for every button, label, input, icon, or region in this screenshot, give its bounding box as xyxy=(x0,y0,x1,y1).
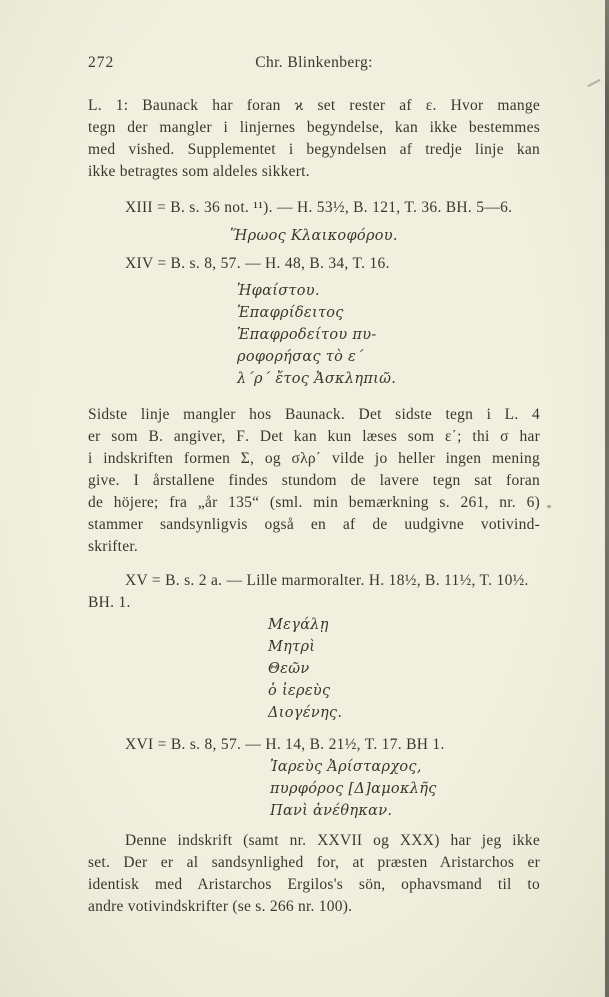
greek-inscription-line: Ἰαρεὺς Ἀρίσταρχος, xyxy=(270,759,422,775)
paragraph-line: skrifter. xyxy=(88,538,139,555)
greek-inscription-line: Διογένης. xyxy=(268,705,343,721)
page-content xyxy=(88,52,540,918)
page-number: 272 xyxy=(88,54,115,71)
paragraph-line: give. I årstallene findes stundom de lavere tegn sat foran xyxy=(88,472,540,489)
greek-inscription-line: Ἐπαφροδείτου πυ- xyxy=(237,327,377,343)
paragraph-line: med vished. Supplementet i begyndelsen af tredje linje kan xyxy=(88,141,540,158)
greek-inscription-line: ροφορήσας τὸ ε΄ xyxy=(237,349,364,365)
greek-inscription-line: Μεγάλῃ xyxy=(268,617,329,633)
greek-inscription-line: Ἥρωος Κλαικοφόρου. xyxy=(230,228,398,244)
greek-inscription-line: Θεῶν xyxy=(268,661,310,677)
greek-inscription-line: Μητρὶ xyxy=(268,639,316,655)
entry-xv-heading-line1: XV = B. s. 2 a. — Lille marmoralter. H. 18½, B. 11½, T. 10½. xyxy=(125,572,529,589)
paragraph-1 xyxy=(88,95,540,183)
paragraph-line: tegn der mangler i linjernes begyndelse, kan ikke bestemmes xyxy=(88,119,540,136)
paragraph-line: de höjere; fra „år 135“ (sml. min bemærkning s. 261, nr. 6) xyxy=(88,494,540,511)
paragraph-2 xyxy=(88,404,540,558)
greek-inscription-line: πυρφόρος [Δ]αμοκλῆς xyxy=(270,781,437,797)
paragraph-line: ikke betragtes som aldeles sikkert. xyxy=(88,163,310,180)
paragraph-line: Sidste linje mangler hos Baunack. Det sidste tegn i L. 4 xyxy=(88,406,540,423)
paragraph-line: andre votivindskrifter (se s. 266 nr. 100). xyxy=(88,898,353,915)
entry-xiv-heading: XIV = B. s. 8, 57. — H. 48, B. 34, T. 16. xyxy=(125,255,390,272)
scan-corner-mark xyxy=(587,79,600,87)
paragraph-line: er som B. angiver, Ϝ. Det kan kun læses som ε΄; thi σ har xyxy=(88,428,540,445)
entry-xv-heading xyxy=(88,570,540,614)
entry-xv-heading-line2: BH. 1. xyxy=(88,594,131,611)
greek-inscription-xvi xyxy=(270,756,540,822)
paragraph-line: i indskriften formen Σ, og σλρ΄ vilde jo heller ingen mening xyxy=(88,450,540,467)
greek-inscription-xiv xyxy=(237,280,540,390)
entry-xiii-heading: XIII = B. s. 36 not. ¹¹). — H. 53½, B. 121, T. 36. BH. 5—6. xyxy=(125,199,513,216)
paragraph-line: L. 1: Baunack har foran ϰ set rester af ε. Hvor mange xyxy=(88,97,540,114)
paragraph-3 xyxy=(88,830,540,918)
paragraph-line: stammer sandsynligvis også en af de uudgivne votivind- xyxy=(88,516,540,533)
greek-inscription-xv xyxy=(268,614,540,724)
greek-inscription-line: Ἡφαίστου. xyxy=(237,283,320,299)
paragraph-line: identisk med Aristarchos Ergilos's sön, ophavsmand til to xyxy=(88,876,540,893)
greek-inscription-line: ὁ ἱερεὺς xyxy=(268,683,331,699)
page-header xyxy=(88,52,540,74)
scan-speck xyxy=(547,505,551,508)
greek-inscription-line: λ΄ρ΄ ἔτος Ἀσκληπιῶ. xyxy=(237,371,397,387)
entry-xvi-heading: XVI = B. s. 8, 57. — H. 14, B. 21½, T. 17. BH 1. xyxy=(125,736,445,753)
running-header: Chr. Blinkenberg: xyxy=(255,54,373,71)
paragraph-line: Denne indskrift (samt nr. XXVII og XXX) har jeg ikke xyxy=(125,832,540,849)
greek-inscription-line: Ἐπαφρίδειτος xyxy=(237,305,344,321)
paragraph-line: set. Der er al sandsynlighed for, at præsten Aristarchos er xyxy=(88,854,540,871)
greek-inscription-line: Πανὶ ἀνέθηκαν. xyxy=(270,803,393,819)
scan-edge-shadow xyxy=(605,0,609,997)
